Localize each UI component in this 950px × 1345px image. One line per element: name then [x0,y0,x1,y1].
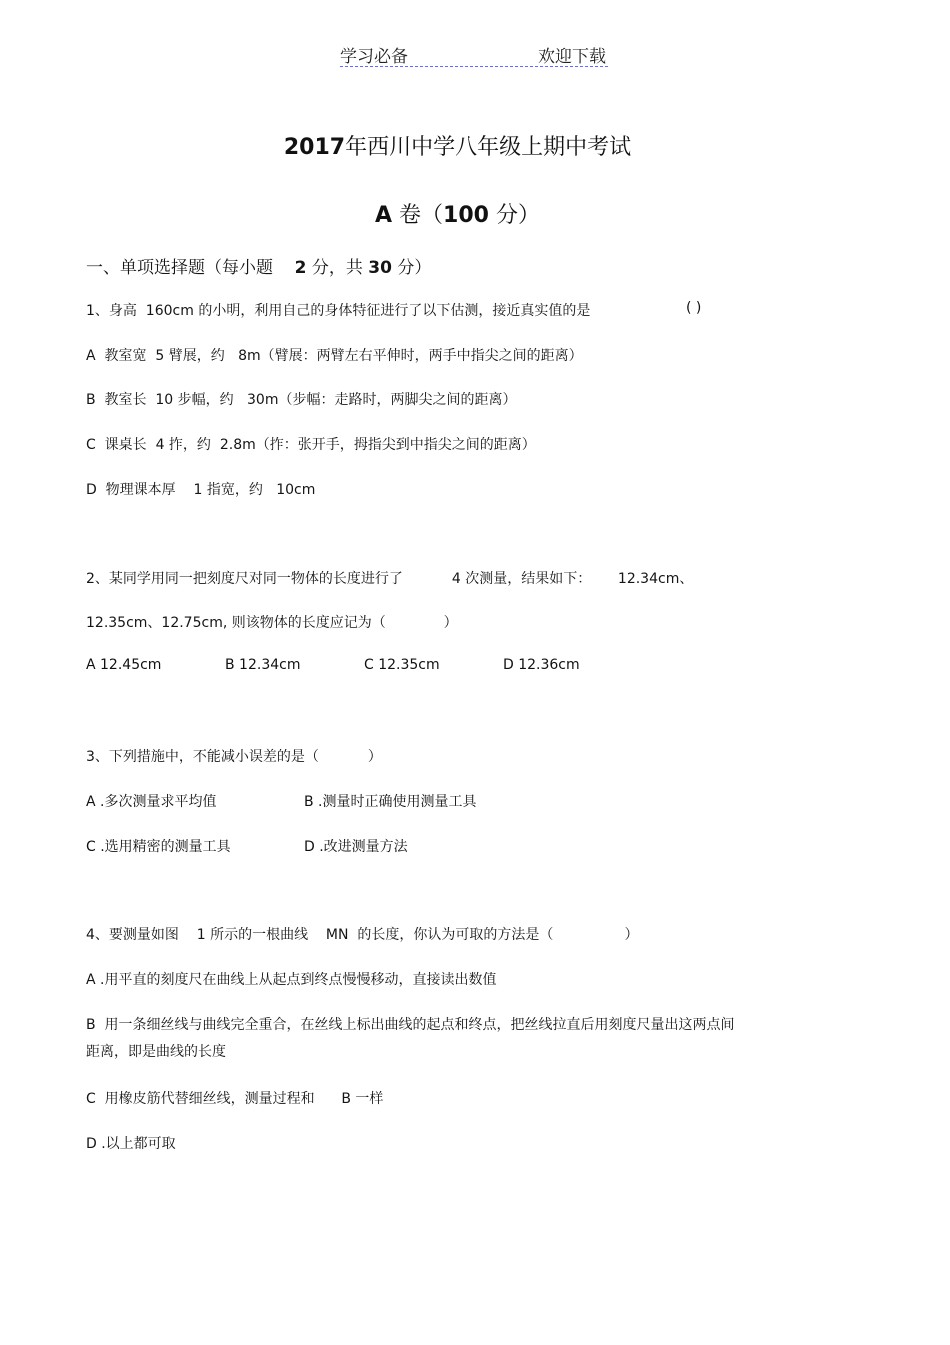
section-points-total: 30 [368,258,392,278]
paper-subtitle [0,198,915,229]
q2-stem-line1: 2、某同学用同一把刻度尺对同一物体的长度进行了 4 次测量，结果如下： 12.34cm、 [86,571,694,587]
q4-option-c: C 用橡皮筋代替细丝线，测量过程和 B 一样 [86,1091,384,1107]
q1-option-d: D 物理课本厚 1 指宽，约 10cm [86,482,316,498]
q2-option-c: C 12.35cm [364,657,440,673]
section-mid: 分，共 [311,258,363,278]
page-header [340,42,608,67]
q1-answer-paren: ( ) [686,300,702,316]
q2-option-d: D 12.36cm [503,657,580,673]
q2-option-a: A 12.45cm [86,657,162,673]
q3-option-a: A .多次测量求平均值 [86,794,217,810]
section-prefix: 一、单项选择题（每小题 [86,258,273,278]
q4-option-b-line1: B 用一条细丝线与曲线完全重合，在丝线上标出曲线的起点和终点，把丝线拉直后用刻度尺量出这两点间 [86,1017,735,1033]
section-suffix: 分） [397,258,432,278]
q3-option-c: C .选用精密的测量工具 [86,839,231,855]
exam-title [0,130,915,161]
q1-option-b: B 教室长 10 步幅，约 30m（步幅：走路时，两脚尖之间的距离） [86,392,517,408]
header-left-text: 学习必备 [340,47,408,67]
q3-option-b: B .测量时正确使用测量工具 [304,794,477,810]
exam-title-text: 年西川中学八年级上期中考试 [345,135,632,160]
q3-stem: 3、下列措施中，不能减小误差的是（ ） [86,749,382,765]
section-heading [86,253,431,278]
q4-stem: 4、要测量如图 1 所示的一根曲线 MN 的长度，你认为可取的方法是（ ） [86,927,639,943]
q4-option-a: A .用平直的刻度尺在曲线上从起点到终点慢慢移动，直接读出数值 [86,972,497,988]
q3-option-d: D .改进测量方法 [304,839,408,855]
subtitle-text2: 分） [495,203,540,228]
q4-option-b-line2: 距离，即是曲线的长度 [86,1044,226,1060]
q2-stem-line2: 12.35cm、12.75cm, 则该物体的长度应记为（ ） [86,615,458,631]
q1-option-a: A 教室宽 5 臂展，约 8m（臂展：两臂左右平伸时，两手中指尖之间的距离） [86,348,583,364]
section-points-each: 2 [294,258,307,278]
q1-option-c: C 课桌长 4 拃，约 2.8m（拃：张开手，拇指尖到中指尖之间的距离） [86,437,536,453]
q1-stem: 1、身高 160cm 的小明，利用自己的身体特征进行了以下估测，接近真实值的是 [86,303,591,319]
q4-option-d: D .以上都可取 [86,1136,176,1152]
paper-score: 100 [443,203,489,228]
subtitle-text1: 卷（ [399,203,444,228]
q2-option-b: B 12.34cm [225,657,301,673]
header-right-text: 欢迎下载 [538,47,606,67]
exam-year: 2017 [283,135,346,160]
paper-letter: A [375,203,393,228]
